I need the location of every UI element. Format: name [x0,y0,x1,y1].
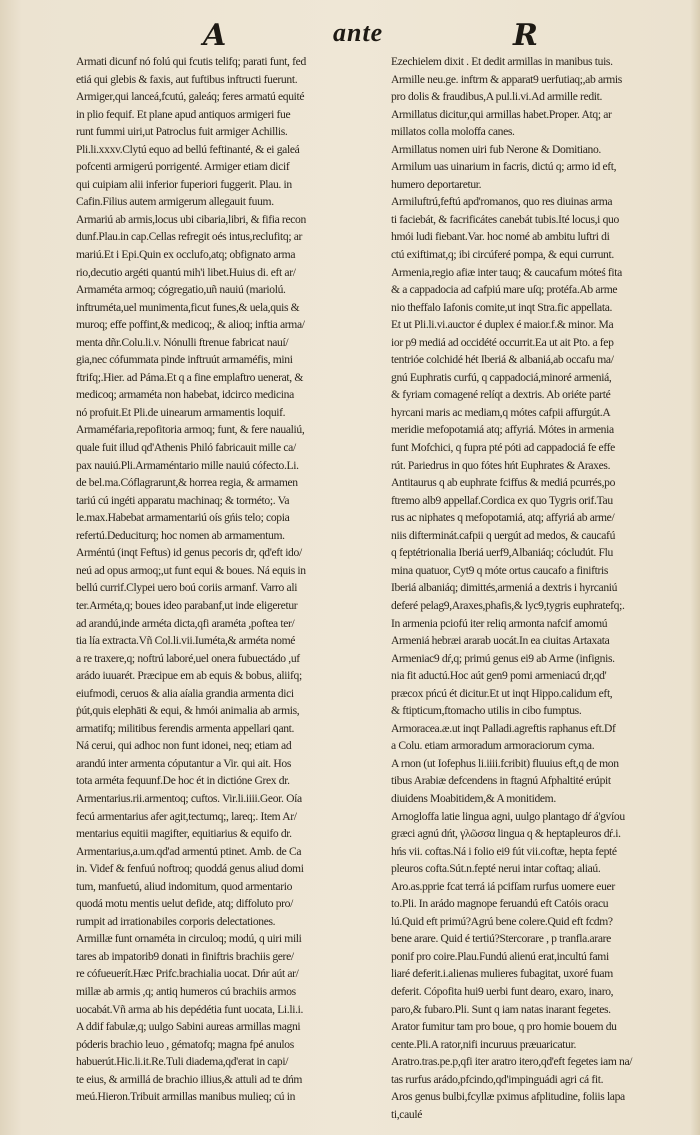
right-column-line: Arnogloffa latie lingua agni, uulgo plantago dŕ á'gvíou [391,809,625,823]
left-column-line: rio,decutio argéti quantú mih'i libet.Huius di. eft ar/ [76,265,296,279]
right-column-line: humero deportaretur. [391,177,482,191]
left-column-line: de bel.ma.Cóflagrarunt,& horrea regia, & armamen [76,476,298,490]
left-column-line: ftrifq;.Hier. ad Páma.Et q a fine emplaftro uenerat, & [76,370,304,384]
right-column-line: ponif pro coire.Plau.Fundú alienú erat,incultú fami [391,949,609,963]
right-column-line: Armeniá hebræi ararab uocát.In ea ciuitas Artaxata [391,634,610,648]
right-column-line: & fyriam comagené relíqt a dextris. Ab oriéte parté [391,388,611,402]
right-column-line: Ezechielem dixit . Et dedit armillas in manibus tuis. [391,55,613,68]
left-column-line: arandú inter armenta cóputantur a Vir. qui ait. Hos [76,756,291,770]
left-column-line: Armaméfaria,repofitoria armoq; funt, & fere naualiú, [76,423,305,437]
left-column-line: Armentarius,a.um.qd'ad armentú ptinet. Amb. de Ca [76,844,302,858]
left-column-line: Armati dicunf nó folú qui fcutis telifq; parati funt, fed [76,55,306,68]
left-column-line: in. Videf & fenfuú noftroq; quoddá genus aliud domi [76,862,304,876]
left-column-line: Armillæ funt ornaméta in circuloq; modú, q uiri mili [76,932,302,946]
left-column-line: Ná cerui, qui adhoc non funt idonei, neq; etiam ad [76,739,292,753]
left-column-line: A ddif fabulæ,q; uulgo Sabini aureas armillas magni [76,1020,301,1034]
right-column-line: bene arare. Quid é tertiú?Stercorare , p tranfla.arare [391,932,611,946]
right-column-line: Armille neu.ge. inftrm & apparat9 uerfutiaq;,ab armis [391,72,622,86]
left-column-line: Armariú ab armis,locus ubi cibaria,libri, & fifia recon [76,212,306,226]
left-column-line: quale fuit illud qd'Athenis Philó fabricauit mille ca/ [76,441,296,455]
left-column-line: nó profuit.Et Pli.de uinearum armamentis loquif. [76,405,286,419]
left-column-line: gia,nec cófummata pinde inftruút armaméfis, mini [76,353,293,367]
right-column-line: meridie mefopotamiá atq; affyriá. Mótes in armenia [391,423,614,437]
right-column-line: q feptétrionalia Iberiá uerf9,Albaniáq; cócludút. Flu [391,546,613,560]
left-column-line: ad arandú,inde arméta dicta,qfi araméta ,poftea ter/ [76,616,295,630]
right-column-line: to.Pli. In arádo magnope feruandú eft Catóis oracu [391,897,609,911]
right-column-line: millatos colla moloffa canes. [391,125,515,139]
right-column-line: ctú exiftimat,q; ibi circúferé pompa, & equi currunt. [391,248,614,262]
left-column-line: tota arméta fequunf.De hoc ét in dictióne Grex dr. [76,774,290,788]
running-header [0,18,700,58]
left-column-line: meú.Hieron.Tribuit armillas manibus mulieq; cú in [76,1090,296,1104]
left-column-line: Pli.li.xxxv.Clytú equo ad bellú feftinanté, & ei galeá [76,142,300,156]
left-column-line: te eius, & armillá de brachio illius,& attuli ad te dńm [76,1072,303,1086]
right-column-line: ftremo alb9 appellaf.Cordica ex quo Tygris orif.Tau [391,493,613,507]
header-left-letter: A [203,18,227,53]
right-column-line: Armoracea.æ.ut inqt Palladi.agreftis raphanus eft.Df [391,721,616,735]
right-column-line: Aratro.tras.pe.p,qfi iter aratro itero,qd'eft fegetes iam na/ [391,1055,633,1069]
right-column-line: nia fit aductú.Hoc aút gen9 pomi armeniacú dr,qd' [391,669,607,683]
left-column-line: eiufmodi, ceruos & alia aíalia grandia armenta dici [76,686,294,700]
right-column-line: Armillatus nomen uiri fub Nerone & Domitiano. [391,142,601,156]
right-column-line: cente.Pli.A rator,nifi incuruus præuaricatur. [391,1037,577,1051]
left-column [76,53,380,1106]
left-column-line: runt fummi uiri,ut Patroclus fuit armiger Achillis. [76,125,288,139]
left-column-line: medicoq; armaméta non habebat, idcirco medicina [76,388,294,402]
right-column-line: tas rurfus arádo,pfcindo,qd'impinguádi agri cá fit. [391,1072,604,1086]
left-column-line: tares ab impatorib9 donati in finiftris brachiis gere/ [76,949,294,963]
left-column-line: quodá motu mentis uelut defide, atq; diffoluto pro/ [76,897,293,911]
right-column-line: diuidens Moabitidem,& A monitidem. [391,791,556,805]
right-column-line: gnú Euphratis curfú, q cappadociá,minoré armeniá, [391,370,612,384]
right-column-line: rút. Pariedrus in quo fótes hńt Euphrates & Araxes. [391,458,611,472]
left-column-line: Armentarius.rii.armentoq; cuftos. Vir.li.iiii.Geor. Oía [76,791,302,805]
right-column-line: funt Mofchici, q fupra pté póti ad cappadociá fe effe [391,441,615,455]
right-column-line: deferit. Cópofita hui9 uerbi funt dearo, exaro, inaro, [391,984,614,998]
left-column-line: fecú armentarius afer agit,tectumq;, lareq;. Item Ar/ [76,809,297,823]
right-column [391,53,691,1123]
left-column-line: etiá qui glebis & faxis, aut fuftibus inftructi fuerunt. [76,72,298,86]
right-column-line: tentrióe colchidé hét Iberiá & albaniá,ab occafu ma/ [391,353,614,367]
left-column-line: pax nauiú.Pli.Armaméntario mille nauiú cófecto.Li. [76,458,299,472]
left-column-line: rumpit ad irrationabiles corporis delectationes. [76,914,276,928]
right-column-line: & a cappadocia ad cafpiú mare uſq; protéfa.Ab arme [391,283,618,297]
right-column-line: Aro.as.pprie fcat terrá iá pcifſam rurfus uomere euer [391,879,615,893]
right-column-line: ti faciebát, & facrificátes canebát tubis.Ité locus,i quo [391,212,619,226]
right-column-line: A rnon (ut Iofephus li.iiii.fcribit) fluuius eft,q de mon [391,756,619,770]
right-column-line: Armenia,regio afiæ inter tauq; & caucafum móteś fita [391,265,622,279]
left-column-line: Armiger,qui lanceá,fcutú, galeáq; feres armatú equité [76,90,305,104]
left-column-line: re cófueuerít.Hæc Prifc.brachialia uocat. Dńr aút ar/ [76,967,299,981]
left-column-line: a re traxere,q; noftrú laboré,uel onera fubuectádo ,uf [76,651,300,665]
right-column-line: pro dolis & fraudibus,A pul.li.vi.Ad armille redit. [391,90,603,104]
right-column-line: Armeniac9 dŕ,q; primú genus ei9 ab Arme (infignis. [391,651,615,665]
left-column-line: uocabát.Vñ arma ab his depédétia funt uocata, Li.li.i. [76,1002,304,1016]
right-column-line: rus ac niphates q mefopotamiá, atq; affyriá ab arme/ [391,511,615,525]
right-column-line: Iberiá albaniáq; dimittés,armeniá a dextris i hyrcaniú [391,581,618,595]
right-column-line: Et ut Pli.li.vi.auctor é duplex é maior.f.& minor. Ma [391,318,614,332]
left-column-line: ṗút,quis elephāti & equi, & hmói animalia ab armis, [76,704,300,718]
right-column-line: Antitaurus q ab euphrate fciffus & mediá pcurrés,po [391,476,616,490]
left-column-line: refertú.Deduciturq; hoc nomen ab armamentum. [76,528,285,542]
right-column-line: lú.Quid eft primú?Agrú bene colere.Quid eft fcdm? [391,914,613,928]
left-column-line: tum, manfuetú, aliud indomitum, quod armentario [76,879,293,893]
right-column-line: pleuros cofta.Sút.n.fepté nerui intar coftaq; aliaú. [391,862,601,876]
right-column-line: Armilum uas uinarium in facris, dictú q; armo id eft, [391,160,617,174]
right-column-line: præcox pńcú ét dicitur.Et ut inqt Hippo.calidum eft, [391,686,613,700]
header-right-letter: R [513,18,538,53]
right-column-line: tibus Arabiæ defcendens in ftagnú Afphaltité erúpit [391,774,611,788]
left-column-line: bellú currif.Clypei uero boú coriis armanf. Varro ali [76,581,298,595]
left-column-line: arádo iuuarét. Præcipue em ab equis & bobus, aliifq; [76,669,302,683]
right-column-line: a Colu. etiam armoradum armoraciorum cyma. [391,739,595,753]
right-column-line: In armenia pciofú iter reliq armonta nafcif amomú [391,616,608,630]
right-column-line: Arator fumitur tam pro boue, q pro homie bouem du [391,1020,617,1034]
left-column-line: neú ad opus armoq;,ut funt equi & boues. Ná equis in [76,563,306,577]
right-column-line: hmói ludi fiebant.Var. hoc nomé ab ambitu luftri di [391,230,610,244]
right-column-line: niis difterminát.cafpii q uergút ad medos, & caucafú [391,528,616,542]
right-column-line: hńs vii. coftas.Ná i folio ei9 fút vii.coftæ, hepta fepté [391,844,617,858]
left-column-line: in plio fequif. Et plane apud antiquos armigeri fue [76,107,291,121]
right-column-line: hyrcani maris ac mediam,q mótes cafpii affurgút.A [391,405,611,419]
right-column-line: mina quatuor, Cyt9 q móte ortus caucafo a finiftris [391,563,609,577]
right-column-line: Armillatus dicitur,qui armillas habet.Proper. Atq; ar [391,107,612,121]
left-column-line: ter.Arméta,q; boues ideo parabanf,ut inde eligeretur [76,598,298,612]
left-column-line: pofcenti armigerú porrigenté. Armiger etiam dicif [76,160,290,174]
right-column-line: paro,& fubaro.Pli. Sunt q iam natas inarant fegetes. [391,1002,611,1016]
right-column-line: nio theffalo Iafonis comite,ut inqt Stra.fic appellata. [391,300,613,314]
left-column-line: habuerút.Hic.li.it.Re.Tuli diadema,qd'erat in capi/ [76,1055,289,1069]
right-column-line: Armiluftrú,feftú apd'romanos, quo res diuinas arma [391,195,613,209]
right-column-line: ior p9 mediá ad occidété occurrit.Ea ut ait Pto. a fep [391,335,614,349]
left-column-line: qui cuipiam alii inferior fuperiori fuggerit. Plau. in [76,177,292,191]
left-column-line: menta dñr.Colu.li.v. Nónulli ftrenue fabricat nauí/ [76,335,289,349]
left-column-line: tia lía extracta.Vñ Col.li.vii.Iuméta,& arméta nomé [76,634,296,648]
right-column-line: liaré deferit.i.alienas mulieres fubagitat, uxoré fuam [391,967,613,981]
right-column-line: græci agnú dńt, γλῶσσα lingua q & heptapleuros dŕ.i. [391,827,621,841]
right-column-line: Aros genus bulbi,fcyllæ pximus afplitudine, foliis lapa [391,1090,625,1104]
right-column-line: deferé pelag9,Araxes,phafis,& lyc9,tygris euphratefq;. [391,598,625,612]
left-column-line: millæ ab armis ,q; antiq humeros cú brachiis armos [76,984,296,998]
left-column-line: dunf.Plau.in cap.Cellas refregit oés intus,reclufitq; ar [76,230,303,244]
left-column-line: armatifq; militibus ferendis armenta appellari qant. [76,721,295,735]
right-column-line: ti,caulé [391,1107,422,1121]
left-column-line: mariú.Et i Epi.Quin ex occlufo,atq; obfignato arma [76,248,296,262]
left-column-line: tariú cú ingéti apparatu machinaq; & torméto;. Va [76,493,290,507]
right-column-line: & ftipticum,ftomacho utilis in cibo fumptus. [391,704,582,718]
left-column-line: Armaméta armoq; cógregatio,uñ nauiú (mariolú. [76,283,286,297]
left-column-line: Cafin.Filius autem armigerum allegauit fuum. [76,195,274,209]
left-column-line: mentarius equitii magifter, equitiarius & equifo dr. [76,827,292,841]
left-column-line: le.max.Habebat armamentariú oís gńis telo; copia [76,511,290,525]
left-column-line: póderis brachio leuo , gématofq; magna fpé anulos [76,1037,294,1051]
left-column-line: inftruméta,uel munimenta,ficut funes,& uela,quis & [76,300,300,314]
header-title: ante [333,18,384,47]
left-column-line: Arméntú (inqt Feftus) id genus pecoris dr, qd'eft ido/ [76,546,302,560]
left-column-line: muroq; effe poffint,& medicoq;, & alioq; inftia arma/ [76,318,305,332]
